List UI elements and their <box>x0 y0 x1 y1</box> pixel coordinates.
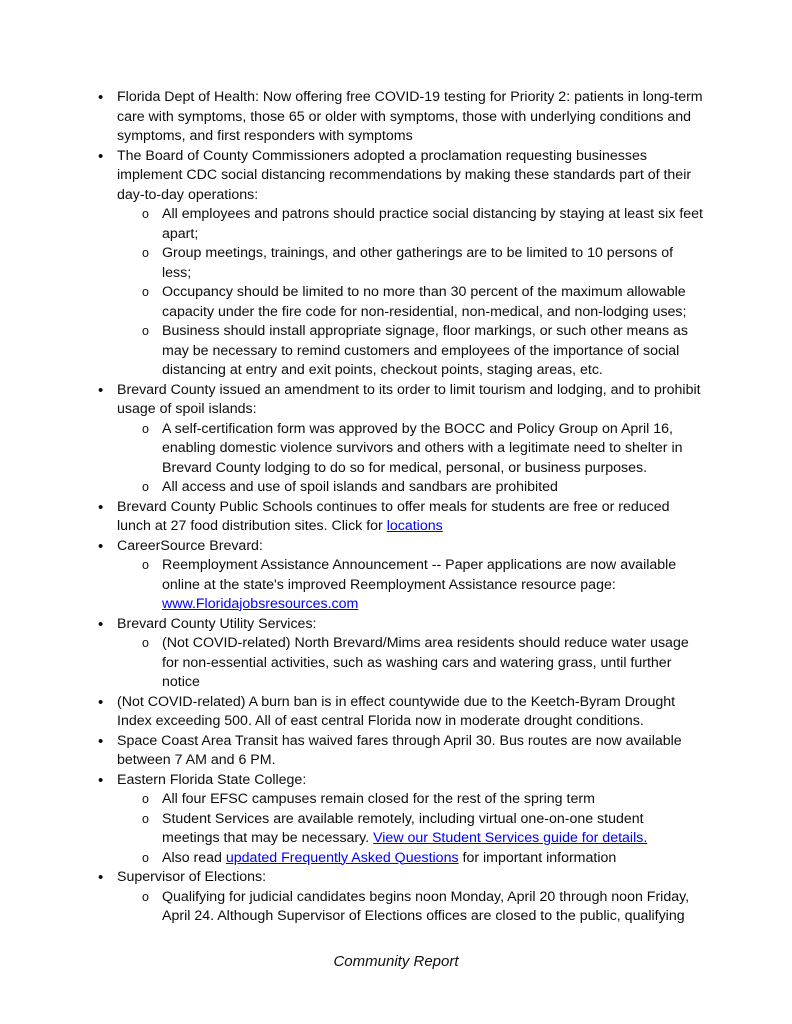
bullet-item-level2 <box>141 849 704 869</box>
bullet-sublist <box>117 790 704 868</box>
bullet-text: Space Coast Area Transit has waived fares through April 30. Bus routes are now available between 7 AM and 6 PM. <box>117 732 682 768</box>
bullet-text: All four EFSC campuses remain closed for the rest of the spring term <box>162 791 595 807</box>
bullet-text: Reemployment Assistance Announcement -- Paper applications are now available online at the state's improved Reemployment Assistance resource page: www.Floridajobsresources.com <box>162 557 677 612</box>
locations-link[interactable]: locations <box>386 518 443 534</box>
bullet-item-level1 <box>96 615 704 693</box>
bullet-item-level1 <box>96 88 704 147</box>
bullet-marker-level2: o <box>142 811 149 826</box>
bullet-item-level2 <box>141 283 704 322</box>
bullet-text: Florida Dept of Health: Now offering free COVID-19 testing for Priority 2: patients in long-term care with symptoms, those 65 or older with symptoms, those with underlying conditions and symptoms, and first responders with symptoms <box>117 89 703 144</box>
bullet-item-level2 <box>141 634 704 693</box>
bullet-item-level1 <box>96 732 704 771</box>
bullet-marker-level1: • <box>98 381 104 399</box>
bullet-marker-level2: o <box>142 558 149 572</box>
bullet-marker-level2: o <box>142 480 149 494</box>
bullet-text: (Not COVID-related) North Brevard/Mims area residents should reduce water usage for non-essential activities, such as washing cars and watering grass, until further notice <box>162 635 689 690</box>
page-footer: Community Report <box>333 953 459 970</box>
bullet-marker-level2: o <box>142 889 149 904</box>
bullet-sublist <box>117 205 704 381</box>
document-body <box>96 88 704 927</box>
bullet-sublist <box>117 420 704 498</box>
bullet-marker-level1: • <box>98 147 104 165</box>
bullet-list <box>96 88 704 927</box>
faq-link[interactable]: updated Frequently Asked Questions <box>225 849 459 866</box>
bullet-text: Supervisor of Elections: <box>117 869 267 885</box>
bullet-text: A self-certification form was approved by the BOCC and Policy Group on April 16, enabling domestic violence survivors and others with a legitimate need to shelter in Brevard County lodging to do so for medical, personal, or business purposes. <box>162 420 683 476</box>
bullet-item-level1 <box>96 381 704 498</box>
bullet-item-level2 <box>141 322 704 381</box>
bullet-item-level1 <box>96 771 704 869</box>
bullet-item-level2 <box>141 888 704 927</box>
bullet-marker-level2: o <box>142 207 149 221</box>
bullet-text: All access and use of spoil islands and sandbars are prohibited <box>162 479 558 495</box>
bullet-text: CareerSource Brevard: <box>117 537 263 554</box>
bullet-text: The Board of County Commissioners adopted a proclamation requesting businesses implement CDC social distancing recommendations by making these standards part of their day-to-day operations: <box>117 147 692 203</box>
bullet-item-level2 <box>141 205 704 244</box>
bullet-marker-level1: • <box>98 537 104 555</box>
bullet-marker-level2: o <box>142 636 149 650</box>
bullet-text: Student Services are available remotely, including virtual one-on-one student meetings that may be necessary. View our Student Services guide for details. <box>162 810 648 846</box>
bullet-sublist <box>117 634 704 693</box>
bullet-text: Group meetings, trainings, and other gatherings are to be limited to 10 persons of less; <box>162 245 674 281</box>
bullet-item-level1 <box>96 693 704 732</box>
bullet-item-level1 <box>96 868 704 927</box>
bullet-text: Qualifying for judicial candidates begins noon Monday, April 20 through noon Friday, April 24. Although Supervisor of Elections offices are closed to the public, qualifying <box>162 888 690 924</box>
bullet-sublist <box>117 888 704 927</box>
bullet-item-level2 <box>141 478 704 498</box>
bullet-marker-level1: • <box>98 771 104 789</box>
bullet-marker-level1: • <box>98 732 104 750</box>
bullet-marker-level1: • <box>98 498 104 516</box>
bullet-item-level1 <box>96 147 704 381</box>
bullet-text: Brevard County issued an amendment to its order to limit tourism and lodging, and to prohibit usage of spoil islands: <box>117 381 701 417</box>
bullet-item-level2 <box>141 556 704 615</box>
bullet-item-level2 <box>141 790 704 810</box>
bullet-marker-level2: o <box>142 285 149 299</box>
bullet-item-level1 <box>96 498 704 537</box>
bullet-marker-level1: • <box>98 89 104 106</box>
bullet-marker-level1: • <box>98 693 104 711</box>
bullet-text: All employees and patrons should practice social distancing by staying at least six feet apart; <box>162 206 703 242</box>
student-services-guide-link[interactable]: View our Student Services guide for details. <box>373 830 648 846</box>
bullet-item-level2 <box>141 420 704 479</box>
bullet-text: Occupancy should be limited to no more than 30 percent of the maximum allowable capacity under the fire code for non-residential, non-medical, and non-lodging uses; <box>162 284 687 320</box>
bullet-item-level2 <box>141 244 704 283</box>
bullet-marker-level2: o <box>142 324 149 338</box>
bullet-text: Brevard County Public Schools continues to offer meals for students are free or reduced lunch at 27 food distribution sites. Click for locations <box>117 498 670 534</box>
bullet-marker-level2: o <box>142 850 149 865</box>
bullet-marker-level2: o <box>142 421 149 436</box>
floridajobsresources-link[interactable]: www.Floridajobsresources.com <box>162 596 359 612</box>
bullet-text: Brevard County Utility Services: <box>117 615 317 632</box>
bullet-marker-level2: o <box>142 792 149 806</box>
bullet-text: Eastern Florida State College: <box>117 771 307 788</box>
bullet-marker-level2: o <box>142 246 149 260</box>
bullet-sublist <box>117 556 704 615</box>
bullet-text: (Not COVID-related) A burn ban is in effect countywide due to the Keetch-Byram Drought Index exceeding 500. All of east central Florida now in moderate drought conditions. <box>117 693 676 729</box>
bullet-item-level1 <box>96 537 704 615</box>
bullet-marker-level1: • <box>98 869 104 886</box>
bullet-marker-level1: • <box>98 615 104 633</box>
bullet-text: Also read updated Frequently Asked Questions for important information <box>162 849 617 866</box>
bullet-item-level2 <box>141 810 704 849</box>
bullet-text: Business should install appropriate signage, floor markings, or such other means as may be necessary to remind customers and employees of the importance of social distancing at entry and exit points, checkout points, staging areas, etc. <box>162 323 689 378</box>
